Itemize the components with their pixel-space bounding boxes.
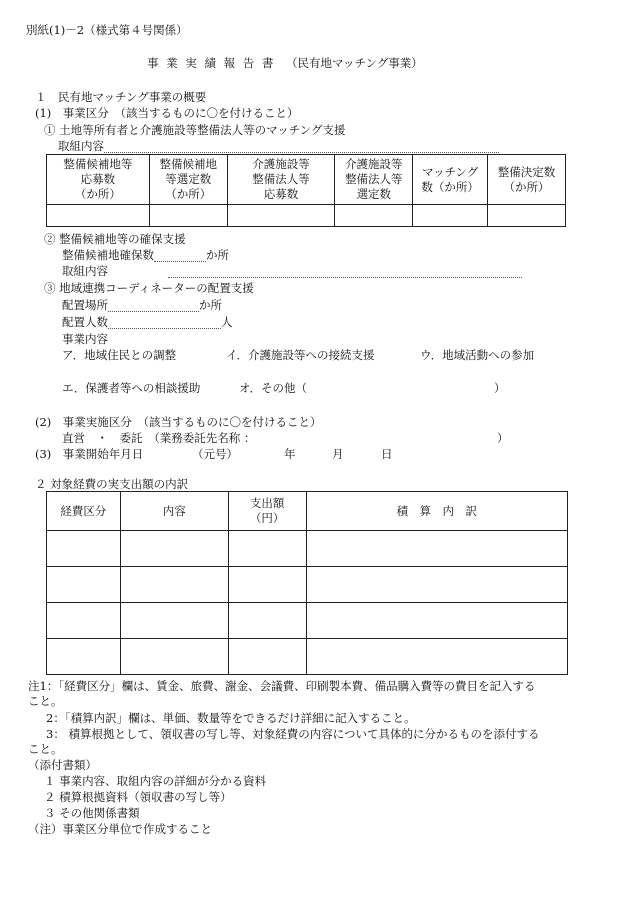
note3-line2: こと。 [28,742,63,756]
people-field[interactable] [108,316,221,329]
expense-cell[interactable] [306,603,567,639]
item2-content-label: 取組内容 [62,264,108,278]
item1-content-row [58,139,499,153]
col-corp-selected: 介護施設等 整備法人等 選定数 [335,155,413,205]
start-date-year: 年 [284,447,296,461]
option-e[interactable]: エ．保護者等への相談援助 [62,381,201,395]
expense-cell[interactable] [47,639,121,675]
item2-label: ② 整備候補地等の確保支援 [44,232,186,246]
attachments-heading: （添付書類） [28,758,97,772]
attachment-3: ３ その他関係書類 [44,806,140,820]
item2-content-field[interactable] [168,265,522,278]
note2: 2：「積算内訳」欄は、単価、数量等をできるだけ詳細に記入すること。 [46,711,416,725]
note3-line1: 3： 積算根拠として、領収書の写し等、対象経費の内容について具体的に分かるものを添付する [46,727,540,741]
col-expense-amount: 支出額 （円） [228,492,306,531]
attachment-1: １ 事業内容、取組内容の詳細が分かる資料 [44,774,267,788]
expense-cell[interactable] [228,567,306,603]
start-date-label: (3) 事業開始年月日 [35,447,144,461]
col-expense-content: 内容 [120,492,228,531]
expense-cell[interactable] [47,567,121,603]
people-unit: 人 [221,315,233,329]
expense-table [46,491,568,675]
col-candidate-selected: 整備候補地 等選定数 （か所） [149,155,227,205]
item2-content-row [62,264,522,278]
col-expense-breakdown: 積 算 内 訳 [306,492,567,531]
expense-cell[interactable] [228,531,306,567]
expense-cell[interactable] [47,603,121,639]
cell-decided-count[interactable] [488,205,566,227]
cell-candidate-selected[interactable] [149,205,227,227]
item1-content-field[interactable] [104,140,499,153]
business-category-label: (1) 事業区分 （該当するものに〇を付けること） [35,106,299,120]
expense-cell[interactable] [306,639,567,675]
expense-cell[interactable] [120,639,228,675]
note1-line2: こと。 [28,694,63,708]
secured-count-unit: か所 [206,248,229,262]
cell-matching-count[interactable] [413,205,488,227]
option-o-close: ） [494,381,506,395]
col-matching-count: マッチング 数（か所） [413,155,488,205]
implementation-close: ） [497,431,509,445]
expense-cell[interactable] [47,531,121,567]
matching-results-table [46,154,566,227]
place-unit: か所 [199,298,222,312]
item3-content-label: 事業内容 [62,332,108,346]
expense-cell[interactable] [228,639,306,675]
expense-cell[interactable] [120,531,228,567]
implementation-choice[interactable]: 直営 ・ 委託 （業務委託先名称 ： [62,431,256,445]
option-i[interactable]: イ．介護施設等への接続支援 [226,348,375,362]
cell-corp-applications[interactable] [227,205,335,227]
option-o[interactable]: オ．その他（ [239,381,307,395]
expense-cell[interactable] [306,567,567,603]
item2-secured-row [62,248,229,262]
place-label: 配置場所 [62,298,108,312]
expense-cell[interactable] [306,531,567,567]
secured-count-label: 整備候補地確保数 [62,248,154,262]
place-field[interactable] [108,299,199,312]
expense-cell[interactable] [120,567,228,603]
form-reference: 別紙(1)－2（様式第４号関係） [26,23,188,37]
attachment-2: ２ 積算根拠資料（領収書の写し等） [44,790,232,804]
closing-note: （注）事業区分単位で作成すること [28,822,212,836]
col-candidate-applications: 整備候補地等 応募数 （か所） [47,155,150,205]
cell-candidate-applications[interactable] [47,205,150,227]
note1-line1: 注1：「経費区分」欄は、賃金、旅費、謝金、会議費、印刷製本費、備品購入費等の費目を記入する [28,679,536,693]
col-expense-category: 経費区分 [47,492,121,531]
item3-people-row [62,315,233,329]
option-u[interactable]: ウ．地域活動への参加 [420,348,535,362]
section2-heading: ２ 対象経費の実支出額の内訳 [35,477,189,491]
expense-cell[interactable] [228,603,306,639]
col-corp-applications: 介護施設等 整備法人等 応募数 [227,155,335,205]
start-date-era: （元号） [192,447,238,461]
start-date-month: 月 [332,447,344,461]
start-date-day: 日 [381,447,393,461]
people-label: 配置人数 [62,315,108,329]
document-title: 事 業 実 績 報 告 書 [147,56,276,70]
implementation-category-label: (2) 事業実施区分 （該当するものに〇を付けること） [35,415,322,429]
cell-corp-selected[interactable] [335,205,413,227]
item3-label: ③ 地域連携コーディネーターの配置支援 [44,281,254,295]
item1-label: ① 土地等所有者と介護施設等整備法人等のマッチング支援 [44,123,346,137]
col-decided-count: 整備決定数 （か所） [488,155,566,205]
item3-place-row [62,298,222,312]
item1-content-label: 取組内容 [58,139,104,153]
secured-count-field[interactable] [154,249,206,262]
expense-cell[interactable] [120,603,228,639]
document-subtitle: （民有地マッチング事業） [286,56,423,70]
section1-heading: １ 民有地マッチング事業の概要 [35,90,207,104]
option-a[interactable]: ア．地域住民との調整 [62,348,177,362]
